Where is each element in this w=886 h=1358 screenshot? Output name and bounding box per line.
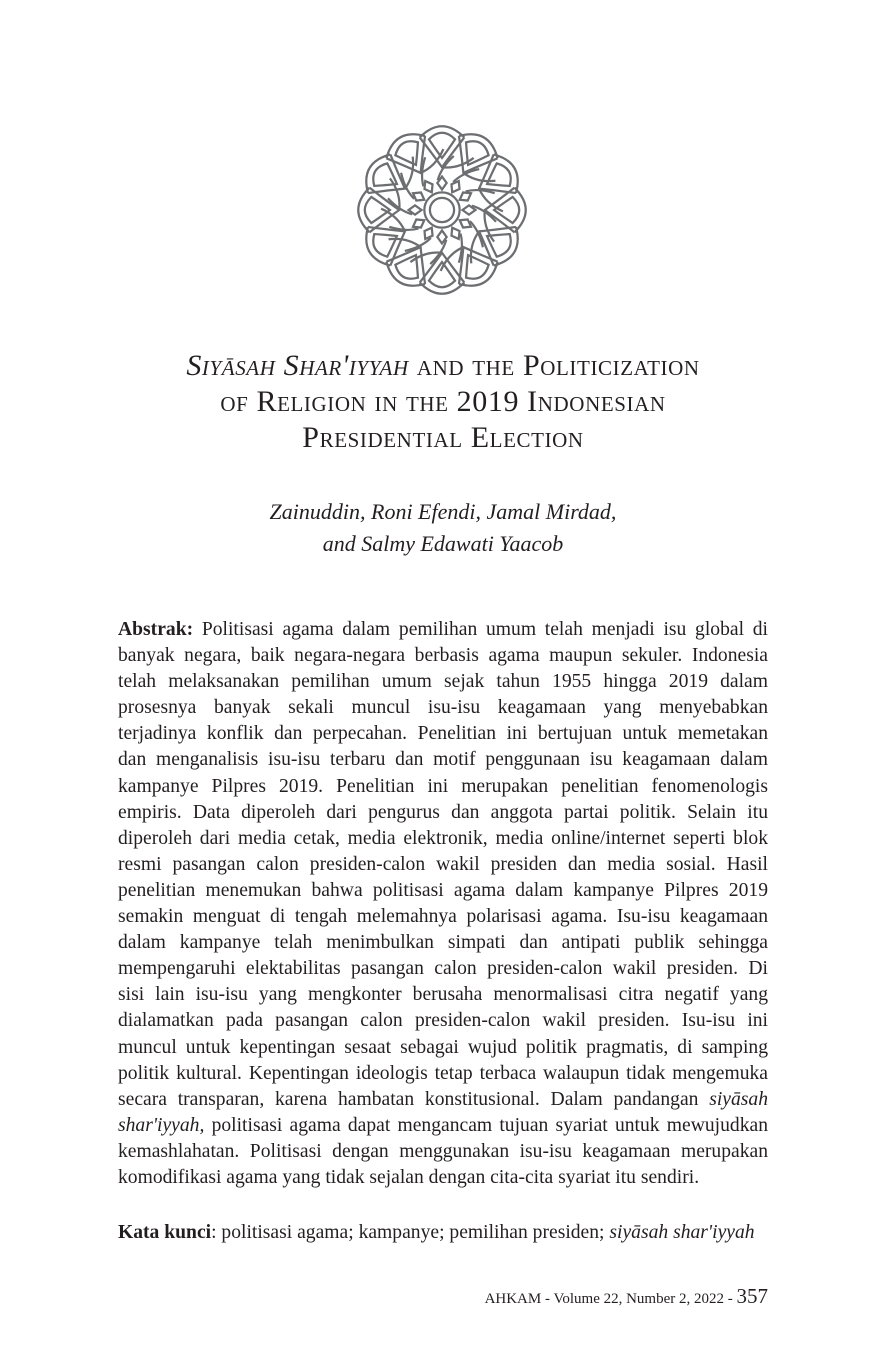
abstract-line: sisi lain isu-isu yang mengkonter berusaha menormalisasi citra negatif yang (118, 984, 768, 1006)
abstract-line: dialamatkan pada pasangan calon presiden-calon wakil presiden. Isu-isu ini (118, 1010, 768, 1032)
authors-line2: and Salmy Edawati Yaacob (322, 531, 564, 556)
abstract-line: dan menganalisis isu-isu terbaru dan motif penggunaan isu keagamaan dalam (118, 749, 768, 771)
abstract-label: Abstrak: (118, 619, 194, 640)
keywords (118, 1220, 768, 1246)
abstract-line: penelitian menemukan bahwa politisasi agama dalam kampanye Pilpres 2019 (118, 879, 768, 901)
abstract-line: empiris. Data diperoleh dari pengurus dan anggota partai politik. Selain itu (118, 801, 768, 823)
keywords-text: : politisasi agama; kampanye; pemilihan presiden; (211, 1222, 610, 1243)
abstract-line: komodifikasi agama yang tidak sejalan dengan cita-cita syariat itu sendiri. (118, 1166, 700, 1188)
abstract-line: secara transparan, karena hambatan konstitusional. Dalam pandangan (118, 1088, 710, 1110)
page-footer (485, 1284, 768, 1309)
abstract-line: kemashlahatan. Politisasi dengan menggunakan isu-isu keagamaan merupakan (118, 1140, 768, 1162)
abstract-line: telah melaksanakan pemilihan umum sejak tahun 1955 hingga 2019 dalam (118, 671, 768, 693)
abstract-line: kampanye Pilpres 2019. Penelitian ini merupakan penelitian fenomenologis (118, 775, 768, 797)
title-line3: Presidential Election (302, 421, 584, 454)
keywords-label: Kata kunci (118, 1222, 212, 1243)
abstract-italic-term: shar'iyyah, (118, 1114, 205, 1136)
authors (90, 496, 796, 560)
abstract-line: politik kultural. Kepentingan ideologis tetap terbaca walaupun tidak mengemuka (118, 1062, 768, 1084)
keywords-italic: siyāsah shar'iyyah (609, 1222, 755, 1243)
abstract-line: muncul untuk kepentingan sesaat sebagai wujud politik pragmatis, di samping (118, 1036, 768, 1058)
authors-line1: Zainuddin, Roni Efendi, Jamal Mirdad, (269, 499, 617, 524)
abstract-line: prosesnya banyak sekali muncul isu-isu keagamaan yang menyebabkan (118, 697, 768, 719)
abstract-line: Politisasi agama dalam pemilihan umum telah menjadi isu global di (193, 619, 768, 640)
abstract-line: diperoleh dari media cetak, media elektronik, media online/internet seperti blok (118, 827, 768, 849)
journal-info: AHKAM - Volume 22, Number 2, 2022 - (484, 1291, 737, 1307)
abstract-line: dalam kampanye telah menimbulkan simpati dan antipati publik sehingga (118, 932, 768, 954)
article-title (90, 348, 796, 456)
abstract-line: resmi pasangan calon presiden-calon wakil presiden dan media sosial. Hasil (118, 853, 768, 875)
abstract-line: banyak negara, baik negara-negara berbasis agama maupun sekuler. Indonesia (118, 645, 768, 667)
title-italic-term: Siyāsah Shar'iyyah (186, 349, 409, 382)
abstract-line: politisasi agama dapat mengancam tujuan syariat untuk mewujudkan (204, 1114, 768, 1136)
page-number: 357 (736, 1284, 768, 1308)
title-line1: and the Politicization (408, 349, 700, 382)
rosette-ornament (349, 117, 535, 303)
abstract-italic-term: siyāsah (709, 1088, 768, 1110)
abstract (118, 617, 768, 1191)
abstract-line: mempengaruhi elektabilitas pasangan calon presiden-calon wakil presiden. Di (118, 958, 768, 980)
abstract-line: terjadinya konflik dan perpecahan. Penelitian ini bertujuan untuk memetakan (118, 723, 768, 745)
abstract-line: semakin menguat di tengah melemahnya polarisasi agama. Isu-isu keagamaan (118, 906, 768, 928)
title-line2: of Religion in the 2019 Indonesian (220, 385, 666, 418)
